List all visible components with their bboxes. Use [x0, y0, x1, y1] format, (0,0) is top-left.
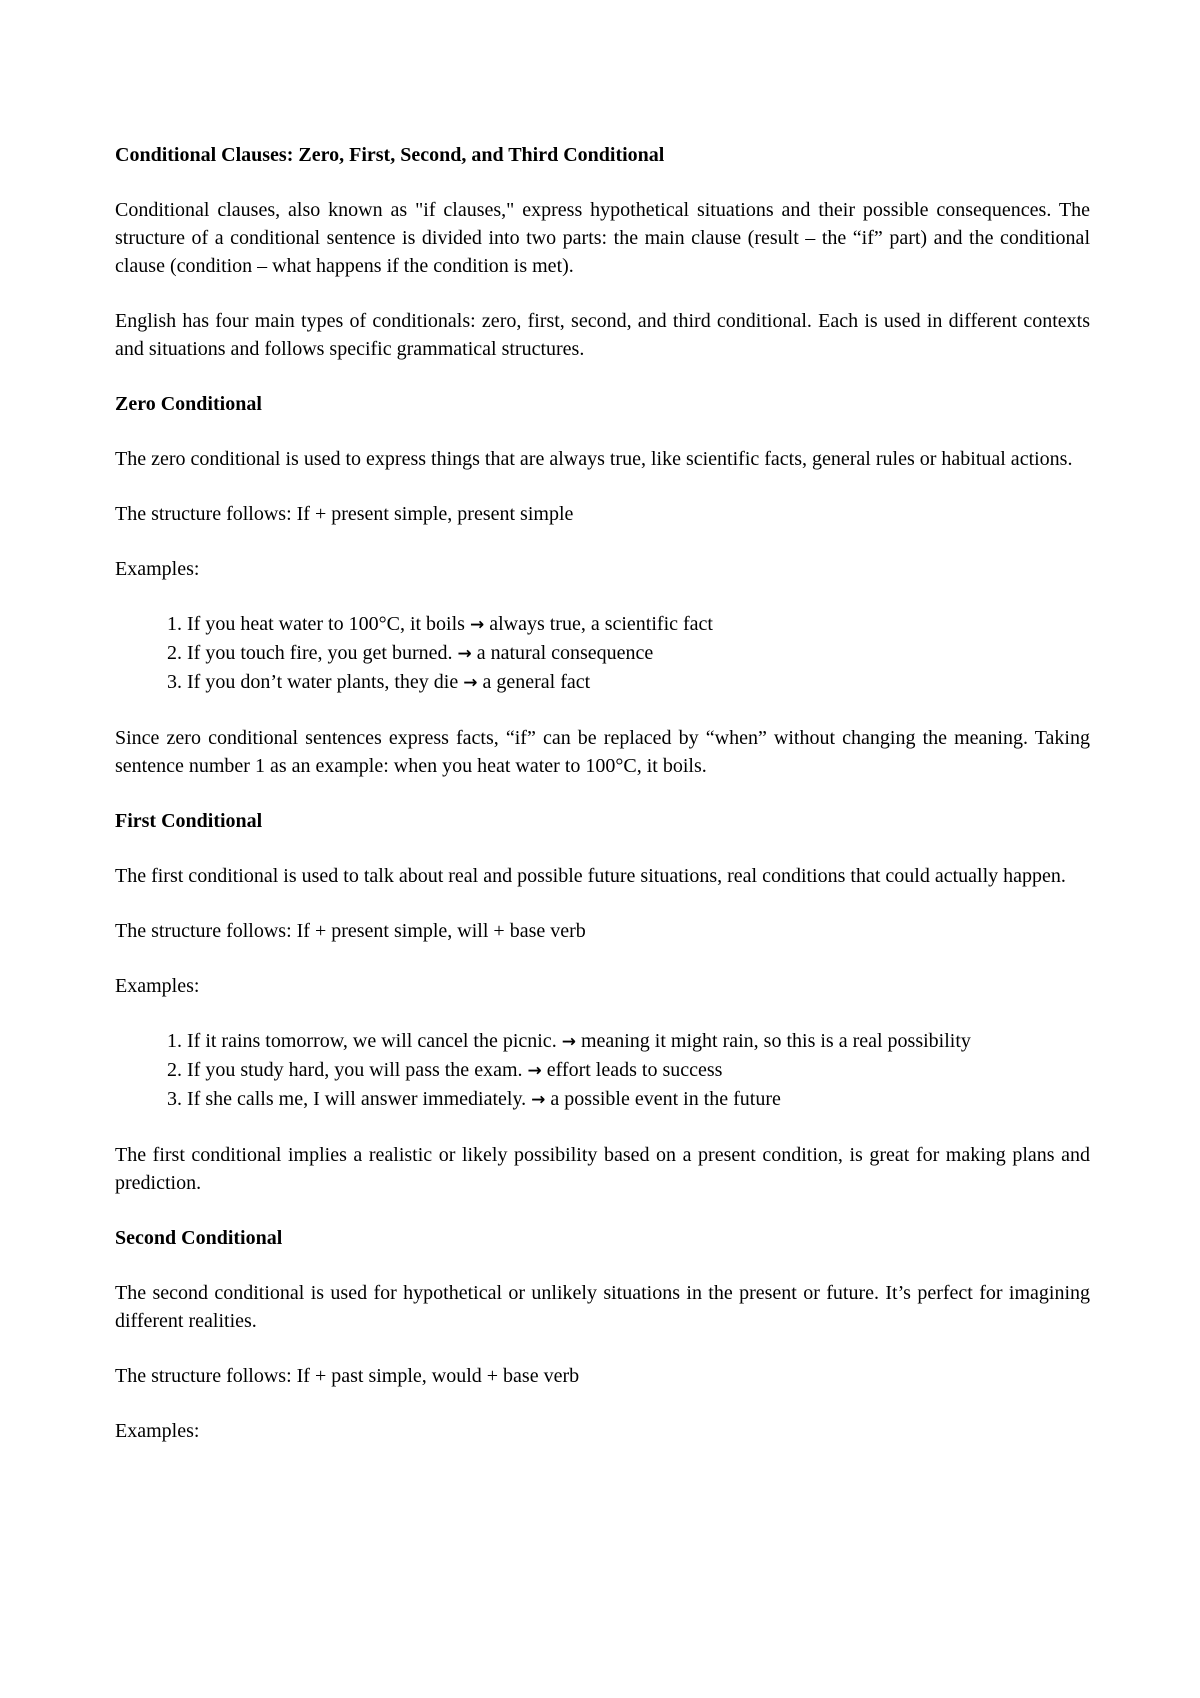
- list-item: [187, 639, 1090, 668]
- example-note: meaning it might rain, so this is a real possibility: [580, 1030, 971, 1052]
- list-item: [187, 1085, 1090, 1114]
- list-item: [187, 668, 1090, 697]
- section-heading-second-conditional: Second Conditional: [115, 1227, 283, 1249]
- intro-paragraph: English has four main types of conditionals: zero, first, second, and third conditional. Each is used in different contexts and situations and follows specific grammatical structures.: [115, 310, 1090, 360]
- example-note: always true, a scientific fact: [489, 613, 713, 635]
- list-item: [187, 610, 1090, 639]
- right-arrow-icon: →: [561, 1032, 576, 1052]
- example-note: a general fact: [482, 671, 591, 693]
- structure-formula: The structure follows: If + past simple, would + base verb: [115, 1365, 580, 1387]
- section-closing-paragraph: The first conditional implies a realistic or likely possibility based on a present condition, is great for making plans and prediction.: [115, 1144, 1090, 1194]
- list-item: [187, 1056, 1090, 1085]
- examples-label: Examples:: [115, 558, 200, 580]
- list-item: [187, 1027, 1090, 1056]
- example-note: a natural consequence: [476, 642, 654, 664]
- right-arrow-icon: →: [531, 1090, 546, 1110]
- section-description: The first conditional is used to talk about real and possible future situations, real conditions that could actually happen.: [115, 865, 1066, 887]
- intro-paragraph: Conditional clauses, also known as "if clauses," express hypothetical situations and their possible consequences. The structure of a conditional sentence is divided into two parts: the main clause (result – the “if” part) and the conditional clause (condition – what happens if the condition is met).: [115, 199, 1090, 277]
- right-arrow-icon: →: [463, 673, 478, 693]
- structure-formula: The structure follows: If + present simple, will + base verb: [115, 920, 586, 942]
- document-title: Conditional Clauses: Zero, First, Second, and Third Conditional: [115, 144, 665, 166]
- example-note: effort leads to success: [546, 1059, 723, 1081]
- example-sentence: If you study hard, you will pass the exam.: [187, 1059, 523, 1081]
- right-arrow-icon: →: [469, 615, 485, 635]
- examples-list: [115, 1027, 1090, 1114]
- example-sentence: If you touch fire, you get burned.: [187, 642, 453, 664]
- section-heading-zero-conditional: Zero Conditional: [115, 393, 262, 415]
- right-arrow-icon: →: [527, 1061, 542, 1081]
- section-description: The zero conditional is used to express things that are always true, like scientific facts, general rules or habitual actions.: [115, 448, 1073, 470]
- examples-label: Examples:: [115, 1420, 200, 1442]
- example-sentence: If you heat water to 100°C, it boils: [187, 613, 465, 635]
- right-arrow-icon: →: [457, 644, 472, 664]
- examples-label: Examples:: [115, 975, 200, 997]
- examples-list: [115, 610, 1090, 697]
- section-heading-first-conditional: First Conditional: [115, 810, 263, 832]
- example-sentence: If she calls me, I will answer immediately.: [187, 1088, 527, 1110]
- example-note: a possible event in the future: [550, 1088, 781, 1110]
- example-sentence: If it rains tomorrow, we will cancel the picnic.: [187, 1030, 557, 1052]
- section-description: The second conditional is used for hypothetical or unlikely situations in the present or future. It’s perfect for imagining different realities.: [115, 1282, 1090, 1332]
- example-sentence: If you don’t water plants, they die: [187, 671, 459, 693]
- section-closing-paragraph: Since zero conditional sentences express facts, “if” can be replaced by “when” without changing the meaning. Taking sentence number 1 as an example: when you heat water to 100°C, it boils.: [115, 727, 1090, 777]
- structure-formula: The structure follows: If + present simple, present simple: [115, 503, 574, 525]
- document-page: [115, 141, 1090, 1472]
